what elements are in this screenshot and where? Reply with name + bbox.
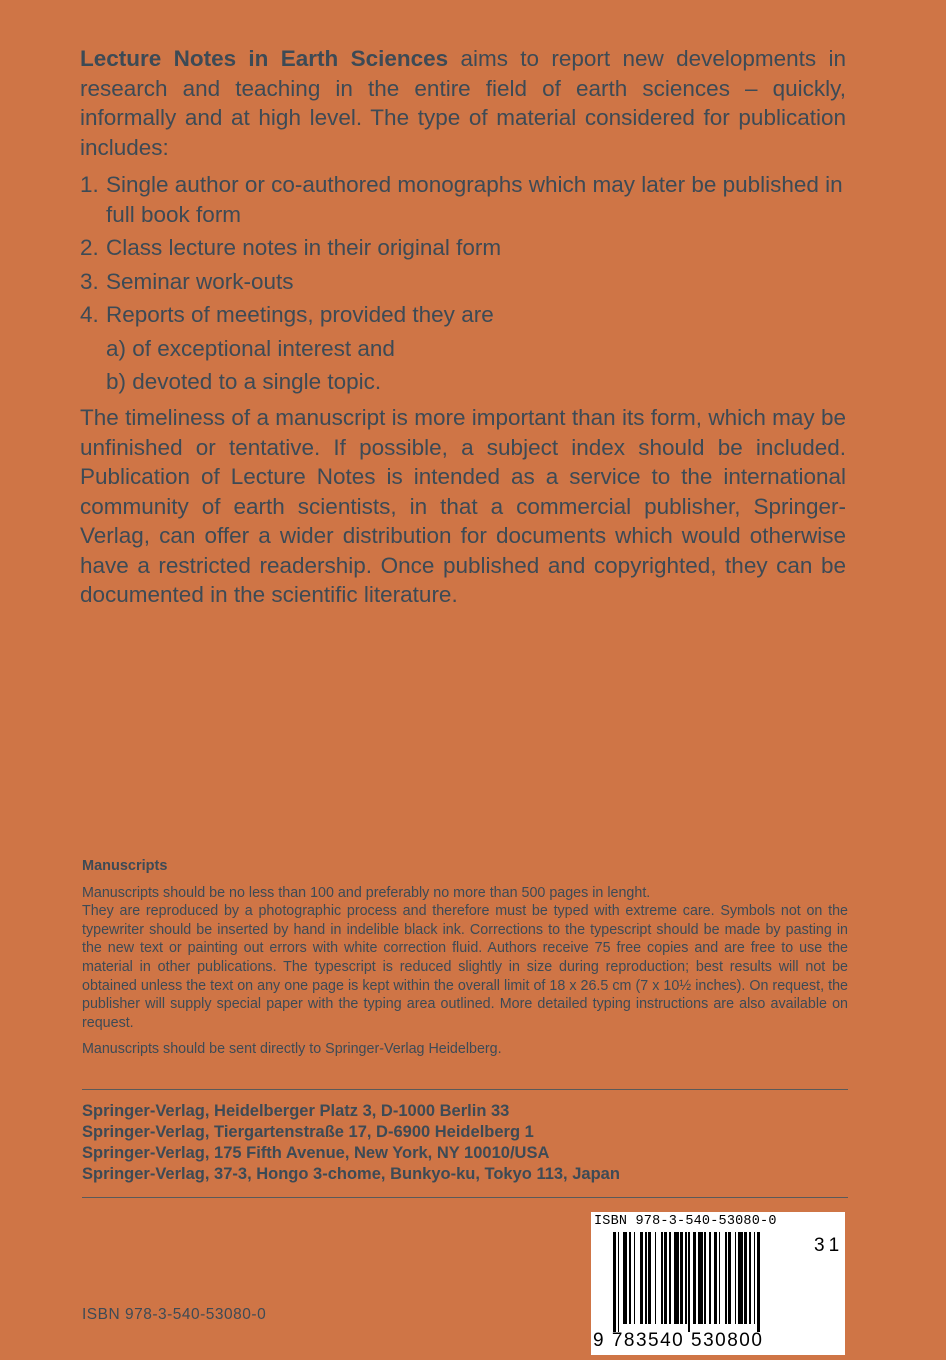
list-item-number: 3. [80,268,99,294]
barcode-bar [749,1232,751,1324]
list-item-text: Class lecture notes in their original form [106,235,502,260]
barcode-bar [685,1232,687,1324]
isbn-number: ISBN 978-3-540-53080-0 [82,1306,267,1323]
barcode-bar [738,1232,743,1324]
list-item-text: Single author or co-authored monographs which may later be published in full book form [106,172,843,227]
list-item [80,233,846,263]
list-item-number: 2. [80,235,99,260]
list-sub-item: a) of exceptional interest and [106,335,395,361]
manuscripts-send: Manuscripts should be sent directly to Springer-Verlag Heidelberg. [82,1041,502,1058]
list-item-number: 4. [80,302,99,327]
barcode-bar [728,1232,731,1324]
list-item-text: Seminar work-outs [106,268,294,294]
list-item [80,267,846,297]
manuscripts-instructions: They are reproduced by a photographic process and therefore must be typed with extreme care. Symbols not on the typewriter should be inserted by hand in indelible black ink. Corrections to the typescript should be made by pasting in the new text or painting out errors with white correction fluid. Authors receive 75 free copies and are free to use the material in other publications. The typescript is reduced slightly in size during reproduction; best results will not be obtained unless the text on any one page is kept within the overall limit of 18 x 26.5 cm (7 x 10½ inches). On request, the publisher will supply special paper with the typing area outlined. More detailed typing instructions are also available on request. [82,903,848,1031]
barcode-bar [693,1232,696,1324]
barcode-bar [623,1232,628,1324]
publisher-addresses [82,1101,620,1185]
barcode-bar [634,1232,636,1324]
manuscripts-section [82,857,848,1059]
barcode-bar [704,1232,706,1324]
barcode-bar [735,1232,737,1324]
list-item [80,170,846,229]
barcode-bar [674,1232,679,1324]
barcode-bar [719,1232,721,1324]
barcode-bar [613,1232,616,1332]
barcode-bar [757,1232,760,1332]
intro-text: aims to report new developments in research and teaching in the entire field of earth sciences – quickly, informally and at high level. The type of material considered for publication includes: [80,46,846,160]
barcode-bar [714,1232,717,1324]
address-line: Springer-Verlag, 37-3, Hongo 3-chome, Bunkyo-ku, Tokyo 113, Japan [82,1165,620,1183]
barcode-bar [661,1232,663,1324]
barcode-bar [680,1232,683,1324]
barcode-bar [709,1232,711,1324]
barcode-isbn-label: ISBN 978-3-540-53080-0 [594,1214,777,1229]
barcode-bar [688,1232,690,1332]
address-line: Springer-Verlag, Tiergartenstraße 17, D-6900 Heidelberg 1 [82,1123,534,1141]
address-line: Springer-Verlag, 175 Fifth Avenue, New York, NY 10010/USA [82,1144,550,1162]
list-item [80,300,846,330]
barcode-bar [640,1232,643,1324]
list-sub-item: b) devoted to a single topic. [106,369,382,394]
address-line: Springer-Verlag, Heidelberger Platz 3, D-1000 Berlin 33 [82,1102,510,1120]
manuscripts-heading: Manuscripts [82,858,168,874]
list-item-number: 1. [80,172,99,197]
series-title: Lecture Notes in Earth Sciences [80,46,449,71]
barcode-digits: 9 783540 530800 [593,1330,764,1351]
barcode-bar [754,1232,756,1324]
manuscripts-length: Manuscripts should be no less than 100 and preferably no more than 500 pages in lenght. [82,884,651,901]
divider-top [82,1089,848,1090]
barcode-bar [655,1232,657,1324]
barcode-bar [698,1232,703,1324]
timeliness-paragraph: The timeliness of a manuscript is more important than its form, which may be unfinished or tentative. If possible, a subject index should be included. Publication of Lecture Notes is intended as a service to the international community of earth scientists, in that a commercial publisher, Springer-Verlag, can offer a wider distribution for documents which would otherwise have a restricted readership. Once published and copyrighted, they can be documented in the scientific literature. [80,405,846,607]
list-item-text: Reports of meetings, provided they are [106,302,494,327]
material-list [80,170,846,401]
intro-paragraph [80,44,846,162]
barcode-bar [744,1232,747,1324]
barcode-bars [613,1232,807,1332]
barcode-bar [669,1232,671,1324]
divider-bottom [82,1197,848,1198]
barcode-bar [618,1232,620,1332]
barcode-bar [645,1232,647,1324]
barcode-bar [629,1232,631,1324]
barcode-supplement: 31 [814,1235,844,1256]
barcode-bar [725,1232,727,1324]
barcode [591,1212,845,1355]
barcode-bar [648,1232,651,1324]
barcode-bar [664,1232,667,1324]
